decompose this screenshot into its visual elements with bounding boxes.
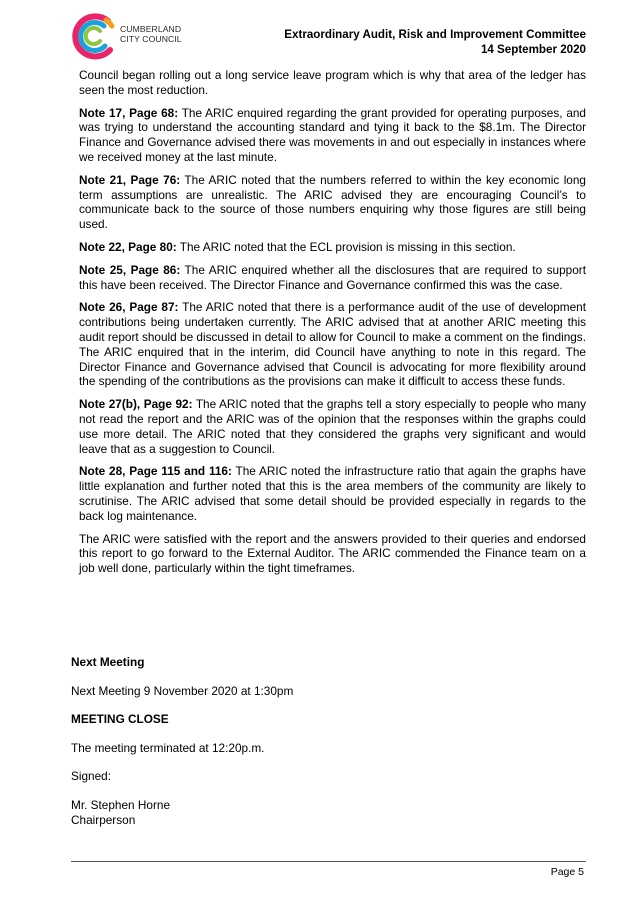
header-title-block: [284, 28, 586, 57]
minutes-body: [79, 68, 586, 584]
logo-line-1: CUMBERLAND: [120, 24, 182, 34]
logo-wordmark: [120, 25, 182, 44]
signatory-name: Mr. Stephen Horne: [71, 798, 171, 812]
paragraph: Note 22, Page 80: The ARIC noted that the ECL provision is missing in this section.: [79, 239, 516, 254]
paragraph: Note 21, Page 76: The ARIC noted that the numbers referred to within the key economic long term assumptions are unrealistic. The ARIC advised they are encouraging Council’s to communicate back to the source of those numbers enquiring why those figures are still being used.: [79, 172, 586, 232]
paragraph: Note 26, Page 87: The ARIC noted that there is a performance audit of the use of development contributions being undertaken currently. The ARIC advised that at another ARIC meeting this audit report should be discussed in detail to allow for Council to make a comment on the findings. The ARIC enquired that in the interim, did Council have anything to note in this regard. The Director Finance and Governance advised that Council is advocating for more flexibility around the spending of the contributions as the provisions can make it difficult to access these funds.: [79, 300, 586, 389]
footer-divider: [71, 861, 586, 862]
meeting-date: 14 September 2020: [480, 42, 586, 56]
cumberland-logo-icon: [70, 12, 126, 60]
paragraph: Note 25, Page 86: The ARIC enquired whether all the disclosures that are required to support this have been received. The Director Finance and Governance confirmed this was the case.: [79, 262, 586, 292]
next-meeting-heading: Next Meeting: [71, 655, 145, 669]
signed-label: Signed:: [71, 769, 112, 783]
meeting-close-text: The meeting terminated at 12:20p.m.: [71, 741, 265, 755]
next-meeting-text: Next Meeting 9 November 2020 at 1:30pm: [71, 684, 294, 698]
paragraph: The ARIC were satisfied with the report and the answers provided to their queries and endorsed this report to go forward to the External Auditor. The ARIC commended the Finance team on a job well done, particularly within the tight timeframes.: [79, 531, 586, 576]
meeting-close-heading: MEETING CLOSE: [71, 712, 169, 726]
committee-name: Extraordinary Audit, Risk and Improvement Committee: [284, 28, 586, 41]
paragraph: Note 27(b), Page 92: The ARIC noted that the graphs tell a story especially to people who many not read the report and the ARIC was of the opinion that the responses within the graphs could use more detail. The ARIC noted that they considered the graphs very significant and would leave that as a suggestion to Council.: [79, 397, 586, 456]
paragraph: Note 28, Page 115 and 116: The ARIC noted the infrastructure ratio that again the graphs have little explanation and further noted that this is the area members of the community are likely to scrutinise. The ARIC advised that some detail should be provided especially in regards to the back log maintenance.: [79, 464, 586, 523]
paragraph: Note 17, Page 68: The ARIC enquired regarding the grant provided for operating purposes, and was trying to understand the accounting standard and tying it back to the $8.1m. The Director Finance and Governance advised there was movements in and out especially in instances where we received money at the last minute.: [79, 105, 586, 164]
page-number: Page 5: [550, 866, 584, 878]
paragraph: Council began rolling out a long service leave program which is why that area of the ledger has seen the most reduction.: [79, 68, 586, 97]
signatory-title: Chairperson: [71, 813, 136, 827]
logo-line-2: CITY COUNCIL: [120, 33, 182, 44]
page-header: [70, 12, 586, 64]
